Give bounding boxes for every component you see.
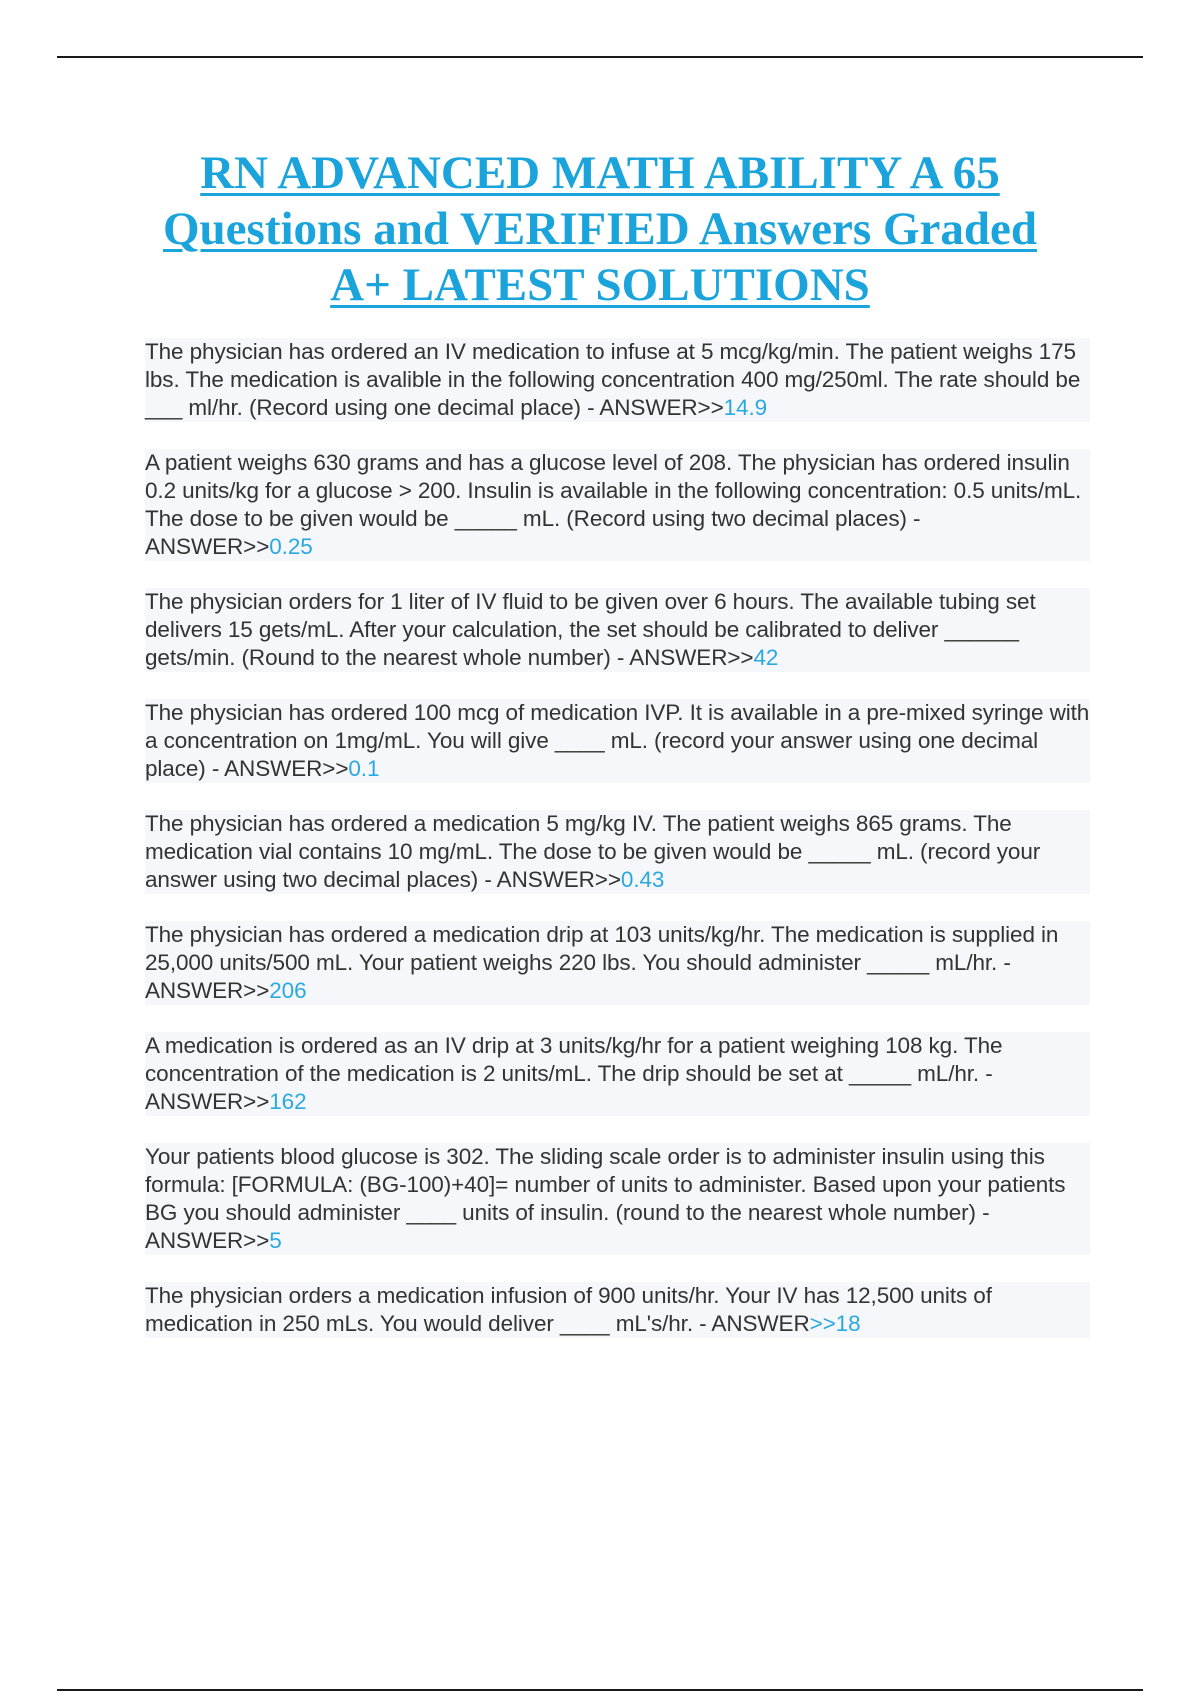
question-text: The physician orders for 1 liter of IV fluid to be given over 6 hours. The available tubing set delivers 15 gets/mL. After your calculation, the set should be calibrated to deliver ______ gets/min. (Round to the nearest whole number) - ANSWER>> bbox=[145, 589, 1036, 670]
question-text: A medication is ordered as an IV drip at 3 units/kg/hr for a patient weighing 108 kg. The concentration of the medication is 2 units/mL. The drip should be set at _____ mL/hr. - ANSWER>> bbox=[145, 1033, 1003, 1114]
qa-item bbox=[145, 1032, 1090, 1116]
answer-text: 0.25 bbox=[269, 534, 313, 559]
title-line: Questions and VERIFIED Answers Graded bbox=[162, 203, 1038, 255]
answer-text: >>18 bbox=[809, 1311, 861, 1336]
question-text: The physician has ordered an IV medication to infuse at 5 mcg/kg/min. The patient weighs 175 lbs. The medication is avalible in the following concentration 400 mg/250ml. The rate should be ___ ml/hr. (Record using one decimal place) - ANSWER>> bbox=[145, 339, 1081, 420]
question-text: The physician has ordered 100 mcg of medication IVP. It is available in a pre-mixed syringe with a concentration on 1mg/mL. You will give ____ mL. (record your answer using one decimal place) - ANSWER>> bbox=[145, 700, 1090, 781]
bottom-rule bbox=[57, 1689, 1143, 1691]
qa-item bbox=[145, 588, 1090, 672]
top-rule bbox=[57, 56, 1143, 58]
question-text: Your patients blood glucose is 302. The sliding scale order is to administer insulin using this formula: [FORMULA: (BG-100)+40]= number of units to administer. Based upon your patients BG you should administer ____ units of insulin. (round to the nearest whole number) - ANSWER>> bbox=[145, 1144, 1066, 1253]
answer-text: 5 bbox=[269, 1228, 282, 1253]
qa-item bbox=[145, 810, 1090, 894]
answer-text: 0.1 bbox=[348, 756, 380, 781]
question-text: A patient weighs 630 grams and has a glucose level of 208. The physician has ordered insulin 0.2 units/kg for a glucose > 200. Insulin is available in the following concentration: 0.5 units/mL. The dose to be given would be _____ mL. (Record using two decimal places) - ANSWER>> bbox=[145, 450, 1082, 559]
qa-item bbox=[145, 338, 1090, 422]
answer-text: 206 bbox=[269, 978, 307, 1003]
question-text: The physician orders a medication infusion of 900 units/hr. Your IV has 12,500 units of medication in 250 mLs. You would deliver ____ mL's/hr. - ANSWER bbox=[145, 1283, 992, 1336]
question-answer-list bbox=[145, 338, 1090, 1365]
answer-text: 14.9 bbox=[723, 395, 768, 420]
qa-item bbox=[145, 699, 1090, 783]
title-line: RN ADVANCED MATH ABILITY A 65 bbox=[200, 147, 1000, 199]
answer-text: 162 bbox=[269, 1089, 307, 1114]
question-text: The physician has ordered a medication drip at 103 units/kg/hr. The medication is supplied in 25,000 units/500 mL. Your patient weighs 220 lbs. You should administer _____ mL/hr. - ANSWER>> bbox=[145, 922, 1059, 1003]
question-text: The physician has ordered a medication 5 mg/kg IV. The patient weighs 865 grams. The medication vial contains 10 mg/mL. The dose to be given would be _____ mL. (record your answer using two decimal places) - ANSWER>> bbox=[145, 811, 1041, 892]
qa-item bbox=[145, 921, 1090, 1005]
title-line: A+ LATEST SOLUTIONS bbox=[330, 259, 870, 311]
document-title bbox=[80, 145, 1120, 313]
answer-text: 0.43 bbox=[620, 867, 665, 892]
qa-item bbox=[145, 1143, 1090, 1255]
qa-item bbox=[145, 1282, 1090, 1338]
qa-item bbox=[145, 449, 1090, 561]
answer-text: 42 bbox=[753, 645, 779, 670]
